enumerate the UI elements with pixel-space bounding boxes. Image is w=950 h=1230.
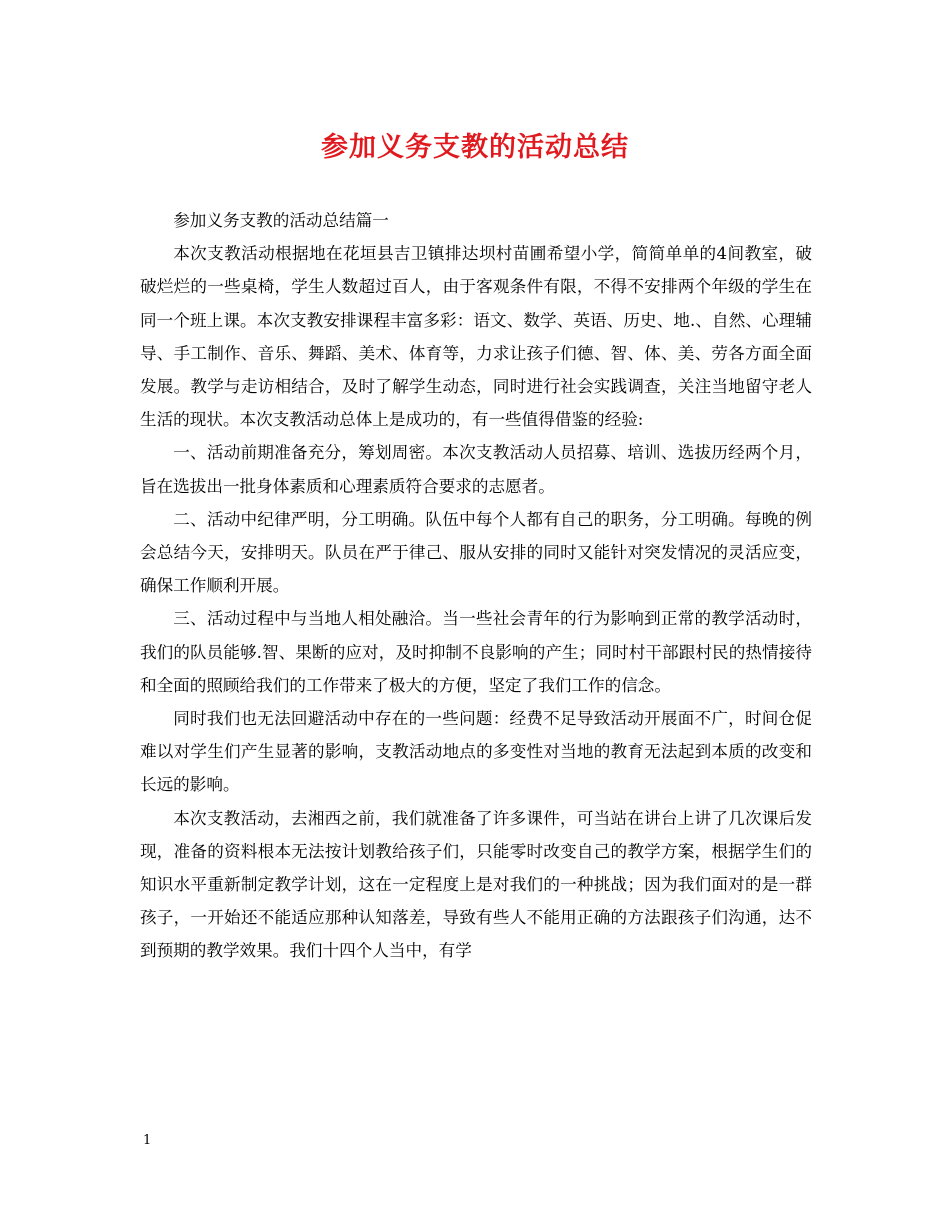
page-number: 1 (143, 1133, 152, 1148)
paragraph: 二、活动中纪律严明，分工明确。队伍中每个人都有自己的职务，分工明确。每晚的例会总结今天，安排明天。队员在严于律己、服从安排的同时又能针对突发情况的灵活应变，确保工作顺利开展。 (140, 509, 812, 596)
paragraph: 三、活动过程中与当地人相处融洽。当一些社会青年的行为影响到正常的教学活动时，我们的队员能够.智、果断的应对，及时抑制不良影响的产生；同时村干部跟村民的热情接待和全面的照顾给我们的工作带来了极大的方便，坚定了我们工作的信念。 (140, 609, 812, 695)
paragraph: 一、活动前期准备充分，筹划周密。本次支教活动人员招募、培训、选拔历经两个月，旨在选拔出一批身体素质和心理素质符合要求的志愿者。 (140, 443, 812, 496)
paragraph: 本次支教活动根据地在花垣县吉卫镇排达坝村苗圃希望小学，简简单单的4间教室，破破烂烂的一些桌椅，学生人数超过百人，由于客观条件有限，不得不安排两个年级的学生在同一个班上课。本次支教安排课程丰富多彩：语文、数学、英语、历史、地.、自然、心理辅导、手工制作、音乐、舞蹈、美术、体育等，力求让孩子们德、智、体、美、劳各方面全面发展。教学与走访相结合，及时了解学生动态，同时进行社会实践调查，关注当地留守老人生活的现状。本次支教活动总体上是成功的，有一些值得借鉴的经验: (140, 244, 812, 430)
document-body (140, 204, 812, 968)
section-heading: 参加义务支教的活动总结篇一 (173, 211, 389, 230)
document-title: 参加义务支教的活动总结 (321, 132, 629, 163)
paragraph: 本次支教活动，去湘西之前，我们就准备了许多课件，可当站在讲台上讲了几次课后发现，准备的资料根本无法按计划教给孩子们，只能零时改变自己的教学方案，根据学生们的知识水平重新制定教学计划，这在一定程度上是对我们的一种挑战；因为我们面对的是一群孩子，一开始还不能适应那种认知落差，导致有些人不能用正确的方法跟孩子们沟通，达不到预期的教学效果。我们十四个人当中，有学 (140, 808, 812, 961)
paragraph: 同时我们也无法回避活动中存在的一些问题：经费不足导致活动开展面不广，时间仓促难以对学生们产生显著的影响，支教活动地点的多变性对当地的教育无法起到本质的改变和长远的影响。 (140, 709, 812, 795)
